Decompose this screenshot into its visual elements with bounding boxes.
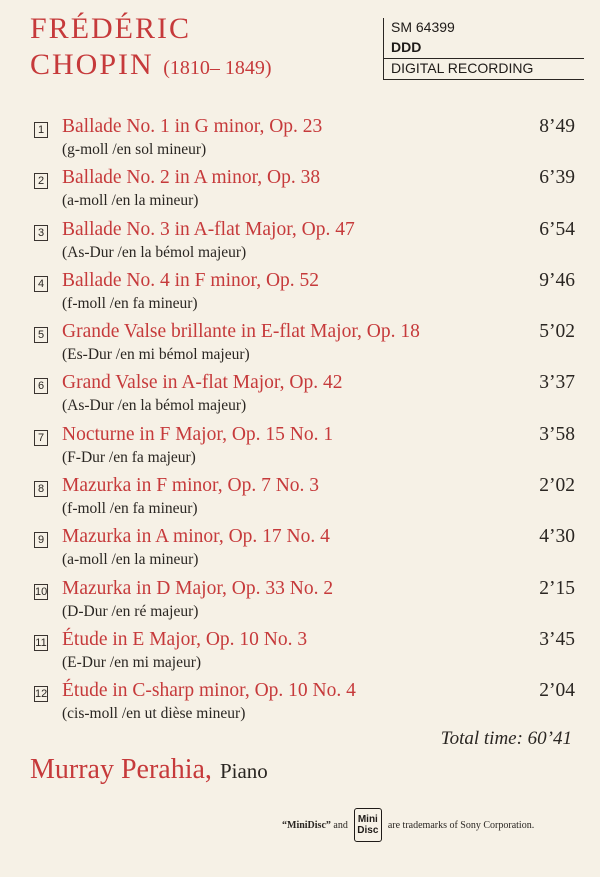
ddd-code: DDD — [384, 38, 584, 59]
track-duration: 5’02 — [539, 321, 575, 343]
track-row — [34, 321, 582, 372]
track-duration: 4’30 — [539, 526, 575, 548]
track-title: Ballade No. 1 in G minor, Op. 23 — [62, 116, 323, 137]
composer-last-name-line — [30, 50, 272, 80]
track-title: Grande Valse brillante in E-flat Major, Op. 18 — [62, 321, 420, 343]
trademark-text: are trademarks of Sony Corporation. — [387, 819, 535, 831]
recording-type: DIGITAL RECORDING — [384, 59, 584, 80]
track-key: (a-moll /en la mineur) — [62, 192, 199, 210]
track-duration: 6’39 — [539, 167, 575, 189]
track-key: (a-moll /en la mineur) — [62, 551, 199, 569]
composer-heading — [30, 14, 272, 80]
track-number: 8 — [34, 481, 48, 497]
track-number: 10 — [35, 585, 48, 598]
track-row — [34, 680, 582, 731]
track-key: (f-moll /en fa mineur) — [62, 294, 198, 312]
track-duration: 8’49 — [539, 116, 575, 137]
track-key: (f-moll /en fa mineur) — [62, 500, 198, 518]
track-row — [34, 475, 582, 526]
trademark-notice — [282, 808, 534, 842]
performer-credit — [30, 754, 268, 786]
track-title: Grand Valse in A-flat Major, Op. 42 — [62, 372, 343, 394]
track-row — [34, 424, 582, 475]
track-title: Mazurka in A minor, Op. 17 No. 4 — [62, 526, 330, 548]
track-key: (As-Dur /en la bémol majeur) — [62, 397, 247, 415]
track-row — [34, 629, 582, 680]
track-row — [34, 219, 582, 270]
track-row — [34, 270, 582, 321]
track-number: 2 — [34, 173, 48, 189]
track-key: (cis-moll /en ut dièse mineur) — [62, 705, 246, 723]
composer-last-name: CHOPIN — [30, 48, 154, 81]
track-number: 7 — [34, 430, 48, 446]
performer-instrument: Piano — [219, 759, 268, 783]
track-duration: 6’54 — [539, 218, 575, 240]
track-number: 11 — [35, 636, 47, 649]
track-duration: 3’58 — [539, 423, 575, 445]
track-number: 9 — [34, 532, 48, 548]
minidisc-logo-bottom: Disc — [357, 825, 379, 836]
catalog-number: SM 64399 — [391, 19, 455, 35]
track-row — [34, 526, 582, 577]
composer-dates: (1810– 1849) — [163, 57, 272, 79]
track-key: (Es-Dur /en mi bémol majeur) — [62, 346, 250, 364]
total-time: Total time: 60’41 — [440, 728, 572, 749]
track-key: (E-Dur /en mi majeur) — [62, 653, 202, 671]
track-key: (F-Dur /en fa majeur) — [62, 448, 196, 466]
track-duration: 2’02 — [539, 475, 575, 497]
performer-name: Murray Perahia, — [30, 754, 212, 785]
track-number: 12 — [35, 688, 48, 701]
track-key: (D-Dur /en ré majeur) — [62, 602, 199, 620]
track-row — [34, 116, 582, 167]
track-title: Mazurka in D Major, Op. 33 No. 2 — [62, 577, 334, 599]
track-duration: 9’46 — [539, 269, 575, 291]
track-number: 4 — [34, 276, 48, 292]
track-number: 1 — [34, 122, 48, 138]
track-title: Étude in E Major, Op. 10 No. 3 — [62, 628, 308, 650]
trademark-and: and — [333, 819, 348, 831]
track-duration: 2’04 — [539, 680, 575, 702]
track-title: Ballade No. 4 in F minor, Op. 52 — [62, 269, 320, 291]
minidisc-logo-icon — [354, 808, 382, 842]
track-list — [34, 116, 582, 732]
composer-first-name: FRÉDÉRIC — [30, 12, 192, 45]
track-title: Étude in C-sharp minor, Op. 10 No. 4 — [62, 680, 356, 702]
track-row — [34, 578, 582, 629]
track-duration: 2’15 — [539, 577, 575, 599]
track-key: (As-Dur /en la bémol majeur) — [62, 243, 247, 261]
track-number: 3 — [34, 225, 48, 241]
minidisc-logo-top: Mini — [357, 814, 378, 825]
track-number: 6 — [34, 378, 48, 394]
track-duration: 3’45 — [539, 628, 575, 650]
track-number: 5 — [34, 327, 48, 343]
track-title: Ballade No. 2 in A minor, Op. 38 — [62, 167, 321, 189]
minidisc-trademark-text: “MiniDisc” — [282, 819, 331, 831]
catalog-box — [383, 18, 584, 80]
track-duration: 3’37 — [539, 372, 575, 394]
track-row — [34, 372, 582, 423]
track-row — [34, 167, 582, 218]
track-title: Nocturne in F Major, Op. 15 No. 1 — [62, 423, 334, 445]
track-title: Mazurka in F minor, Op. 7 No. 3 — [62, 475, 320, 497]
track-key: (g-moll /en sol mineur) — [62, 141, 207, 158]
track-title: Ballade No. 3 in A-flat Major, Op. 47 — [62, 218, 355, 240]
